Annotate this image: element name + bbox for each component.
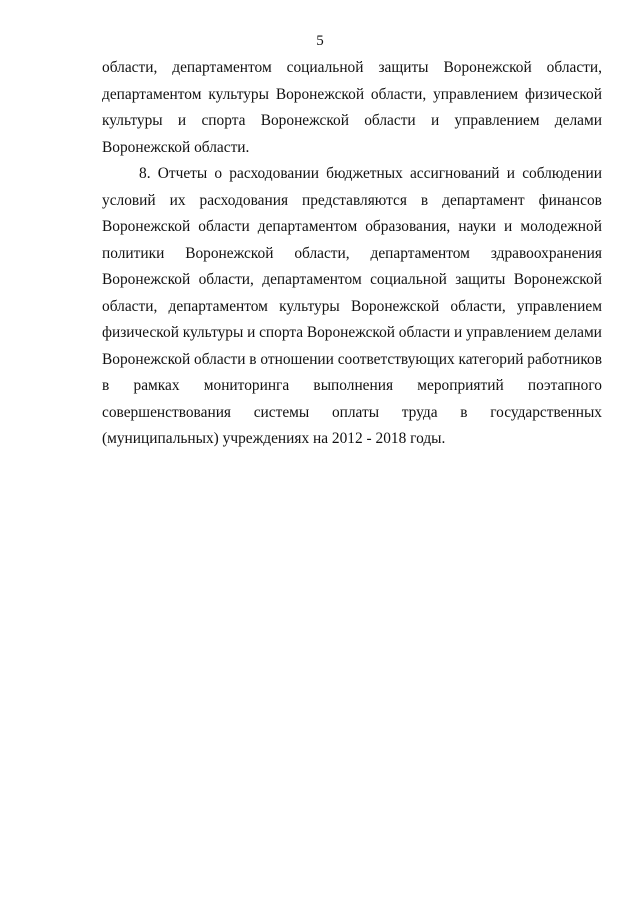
word: социальной bbox=[370, 271, 447, 288]
word: области bbox=[398, 324, 451, 341]
word: области bbox=[194, 350, 246, 368]
word: департаментом bbox=[172, 59, 272, 76]
word: области, bbox=[294, 244, 350, 262]
text-line bbox=[102, 320, 602, 347]
word: области, bbox=[198, 271, 254, 288]
text-line bbox=[102, 400, 602, 427]
word: культуры bbox=[279, 297, 340, 315]
text-line bbox=[102, 347, 602, 374]
word: департаментом bbox=[257, 218, 358, 235]
word: здравоохранения bbox=[490, 244, 602, 262]
text-line bbox=[102, 188, 602, 215]
word: культуры bbox=[182, 324, 244, 341]
word: области, bbox=[450, 297, 506, 315]
word: физической bbox=[102, 324, 179, 341]
text-line bbox=[102, 241, 602, 268]
word: культуры bbox=[102, 112, 163, 129]
word: политики bbox=[102, 244, 165, 262]
word: Воронежской bbox=[102, 350, 191, 368]
word: защиты bbox=[378, 59, 429, 76]
word: департаментом bbox=[262, 271, 362, 288]
text-line: (муниципальных) учреждениях на 2012 - 2018 годы. bbox=[102, 430, 446, 447]
word: мероприятий bbox=[417, 377, 504, 394]
word: в bbox=[249, 350, 257, 368]
word: защиты bbox=[455, 271, 506, 288]
word: управлением bbox=[454, 112, 540, 129]
word: соответствующих bbox=[337, 350, 455, 368]
word: департаментом bbox=[102, 85, 202, 103]
word: соблюдении bbox=[522, 165, 602, 182]
word: области, bbox=[102, 297, 158, 315]
text-line bbox=[102, 161, 602, 188]
word: делами bbox=[554, 112, 602, 129]
word: спорта bbox=[201, 112, 246, 129]
word: о bbox=[214, 165, 223, 182]
word: поэтапного bbox=[527, 377, 602, 394]
word: в bbox=[460, 403, 468, 421]
page-number: 5 bbox=[316, 33, 324, 49]
word: Воронежской bbox=[513, 271, 602, 288]
word: управлением bbox=[433, 85, 519, 103]
word: молодежной bbox=[520, 218, 602, 235]
word: бюджетных bbox=[326, 165, 403, 182]
word: управлением bbox=[465, 324, 552, 341]
word: науки bbox=[458, 218, 497, 235]
word: физической bbox=[525, 85, 602, 103]
word: спорта bbox=[259, 324, 304, 341]
word: финансов bbox=[538, 191, 602, 209]
word: Воронежской bbox=[102, 218, 191, 235]
word: и bbox=[430, 112, 440, 129]
word: Воронежской bbox=[443, 59, 532, 76]
text-line bbox=[102, 55, 602, 82]
word: управлением bbox=[516, 297, 602, 315]
word: области bbox=[198, 218, 250, 235]
word: Воронежской bbox=[350, 297, 440, 315]
word: представляются bbox=[302, 191, 407, 209]
word: ассигнований bbox=[409, 165, 500, 182]
word: Отчеты bbox=[157, 165, 208, 182]
word: Воронежской bbox=[185, 244, 274, 262]
word: департаментом bbox=[370, 244, 470, 262]
paragraph bbox=[102, 161, 602, 453]
word: труда bbox=[401, 403, 438, 421]
word: выполнения bbox=[313, 377, 394, 394]
word: Воронежской bbox=[102, 271, 191, 288]
word: расходования bbox=[199, 191, 289, 209]
word: департаментом bbox=[168, 297, 268, 315]
text-line bbox=[102, 214, 602, 241]
word: социальной bbox=[286, 59, 364, 76]
word: и bbox=[177, 112, 187, 129]
word: оплаты bbox=[331, 403, 380, 421]
word: работников bbox=[527, 350, 602, 368]
word: отношении bbox=[260, 350, 334, 368]
word: Воронежской bbox=[260, 112, 349, 129]
text-line bbox=[102, 373, 602, 400]
word: и bbox=[506, 165, 515, 182]
paragraph bbox=[102, 55, 602, 161]
word: категорий bbox=[458, 350, 524, 368]
word: Воронежской bbox=[275, 85, 365, 103]
word: области, bbox=[102, 59, 158, 76]
document-body bbox=[102, 55, 602, 453]
text-line: Воронежской области. bbox=[102, 138, 250, 156]
text-line bbox=[102, 82, 602, 109]
word: и bbox=[453, 324, 463, 341]
word: системы bbox=[253, 403, 310, 421]
text-line bbox=[102, 267, 602, 294]
word: в bbox=[102, 377, 110, 394]
word: делами bbox=[554, 324, 602, 341]
word: и bbox=[247, 324, 256, 341]
word: департамент bbox=[442, 191, 525, 209]
text-line bbox=[102, 108, 602, 135]
word: и bbox=[504, 218, 513, 235]
word: условий bbox=[102, 191, 156, 209]
word: области, bbox=[370, 85, 427, 103]
word: их bbox=[169, 191, 186, 209]
word: образования, bbox=[365, 218, 451, 235]
word: мониторинга bbox=[203, 377, 290, 394]
word: расходовании bbox=[229, 165, 319, 182]
word: в bbox=[420, 191, 429, 209]
word: рамках bbox=[133, 377, 180, 394]
word: области bbox=[364, 112, 416, 129]
word: культуры bbox=[208, 85, 269, 103]
word: государственных bbox=[490, 403, 602, 421]
word: 8. bbox=[139, 165, 151, 182]
word: совершенствования bbox=[102, 403, 232, 421]
text-line bbox=[102, 294, 602, 321]
word: области, bbox=[546, 59, 602, 76]
word: Воронежской bbox=[306, 324, 396, 341]
